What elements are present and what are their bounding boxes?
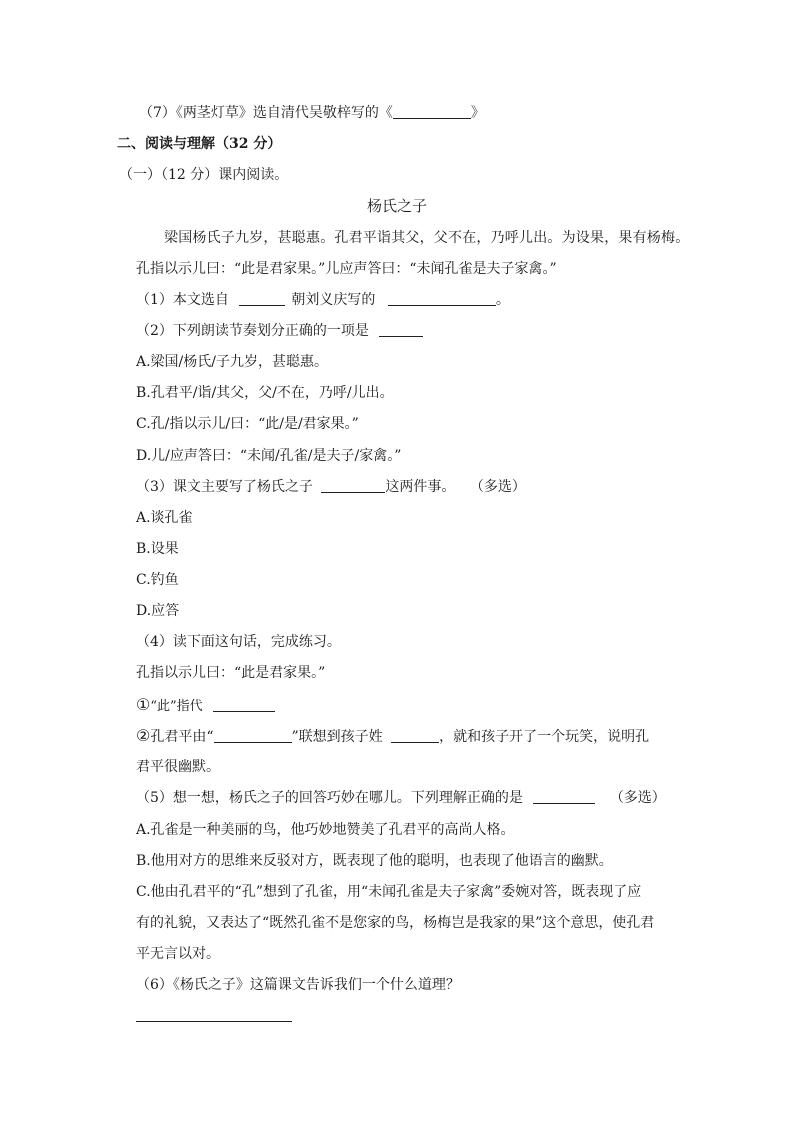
section-heading: 二、阅读与理解（32 分） — [117, 136, 282, 152]
answer-blank[interactable] — [214, 728, 292, 743]
question-1 — [136, 290, 510, 310]
question-text: ，就和孩子开了一个玩笑，说明孔 — [439, 729, 650, 745]
question-text: （3）课文主要写了杨氏之子 — [136, 479, 313, 495]
question-5 — [136, 788, 666, 808]
option-a[interactable]: A.梁国/杨氏/子九岁，甚聪惠。 — [136, 354, 328, 370]
circled-number: ② — [136, 726, 151, 745]
question-text: （1）本文选自 — [136, 292, 229, 308]
question-number: （7） — [139, 105, 176, 121]
option-d[interactable]: D.儿/应声答曰：“未闻/孔雀/是夫子/家禽。” — [136, 448, 402, 464]
question-text: 孔君平由“ — [150, 729, 214, 745]
option-c-cont-2: 平无言以对。 — [136, 946, 220, 962]
question-text: （5）想一想，杨氏之子的回答巧妙在哪儿。下列理解正确的是 — [136, 790, 523, 806]
question-text: ”联想到孩子姓 — [291, 729, 383, 745]
question-text: 《两茎灯草》选自清代吴敬梓写的《 — [175, 105, 393, 121]
question-4: （4）读下面这句话，完成练习。 — [136, 634, 341, 650]
question-3 — [136, 477, 526, 497]
passage-line-1: 梁国杨氏子九岁，甚聪惠。孔君平诣其父，父不在，乃呼儿出。为设果，果有杨梅。 — [164, 230, 690, 246]
answer-blank[interactable] — [388, 291, 496, 306]
option-b[interactable]: B.孔君平/诣/其父，父/不在，乃呼/儿出。 — [136, 385, 394, 401]
question-6: （6）《杨氏之子》这篇课文告诉我们一个什么道理？ — [136, 977, 460, 993]
option-d[interactable]: D.应答 — [136, 603, 180, 619]
question-text: “此”指代 — [150, 699, 203, 714]
question-text-end: 》 — [470, 105, 485, 121]
question-2 — [136, 321, 423, 341]
question-text: 这两件事。 — [385, 479, 456, 495]
sub-question-2 — [136, 726, 649, 747]
answer-blank[interactable] — [393, 104, 471, 119]
option-b[interactable]: B.设果 — [136, 541, 179, 557]
answer-blank[interactable] — [533, 789, 595, 804]
answer-blank[interactable] — [391, 728, 439, 743]
option-b[interactable]: B.他用对方的思维来反驳对方，既表现了他的聪明，也表现了他语言的幽默。 — [136, 853, 613, 869]
question-text-end: 。 — [495, 292, 510, 308]
answer-blank[interactable] — [239, 291, 285, 306]
circled-number: ① — [136, 695, 151, 714]
answer-line[interactable] — [136, 1021, 292, 1022]
answer-blank[interactable] — [321, 478, 385, 493]
question-text: （2）下列朗读节奏划分正确的一项是 — [136, 323, 369, 339]
question-text: 朝刘义庆写的 — [291, 292, 376, 308]
option-c[interactable]: C.他由孔君平的“孔”想到了孔雀，用“未闻孔雀是夫子家禽”委婉对答，既表现了应 — [136, 884, 642, 900]
answer-blank[interactable] — [379, 322, 423, 337]
option-a[interactable]: A.谈孔雀 — [136, 510, 193, 526]
option-c[interactable]: C.孔/指以示儿/曰：“此/是/君家果。” — [136, 416, 359, 432]
passage-line-2: 孔指以示儿曰：“此是君家果。”儿应声答曰：“未闻孔雀是夫子家禽。” — [136, 261, 557, 277]
sub-question-1 — [136, 695, 275, 717]
passage-title: 杨氏之子 — [366, 197, 427, 215]
answer-blank[interactable] — [213, 697, 275, 712]
multi-select-tag: （多选） — [469, 479, 526, 495]
multi-select-tag: （多选） — [609, 790, 666, 806]
option-c-cont-1: 有的礼貌，又表达了“既然孔雀不是您家的鸟，杨梅岂是我家的果”这个意思，使孔君 — [136, 915, 655, 931]
sub-question-2-cont: 君平很幽默。 — [136, 759, 220, 775]
question-7 — [139, 103, 485, 123]
part-intro: （一）（12 分）课内阅读。 — [119, 167, 289, 183]
option-c[interactable]: C.钓鱼 — [136, 572, 179, 588]
option-a[interactable]: A.孔雀是一种美丽的鸟，他巧妙地赞美了孔君平的高尚人格。 — [136, 822, 515, 838]
quote-line: 孔指以示儿曰：“此是君家果。” — [136, 665, 326, 681]
